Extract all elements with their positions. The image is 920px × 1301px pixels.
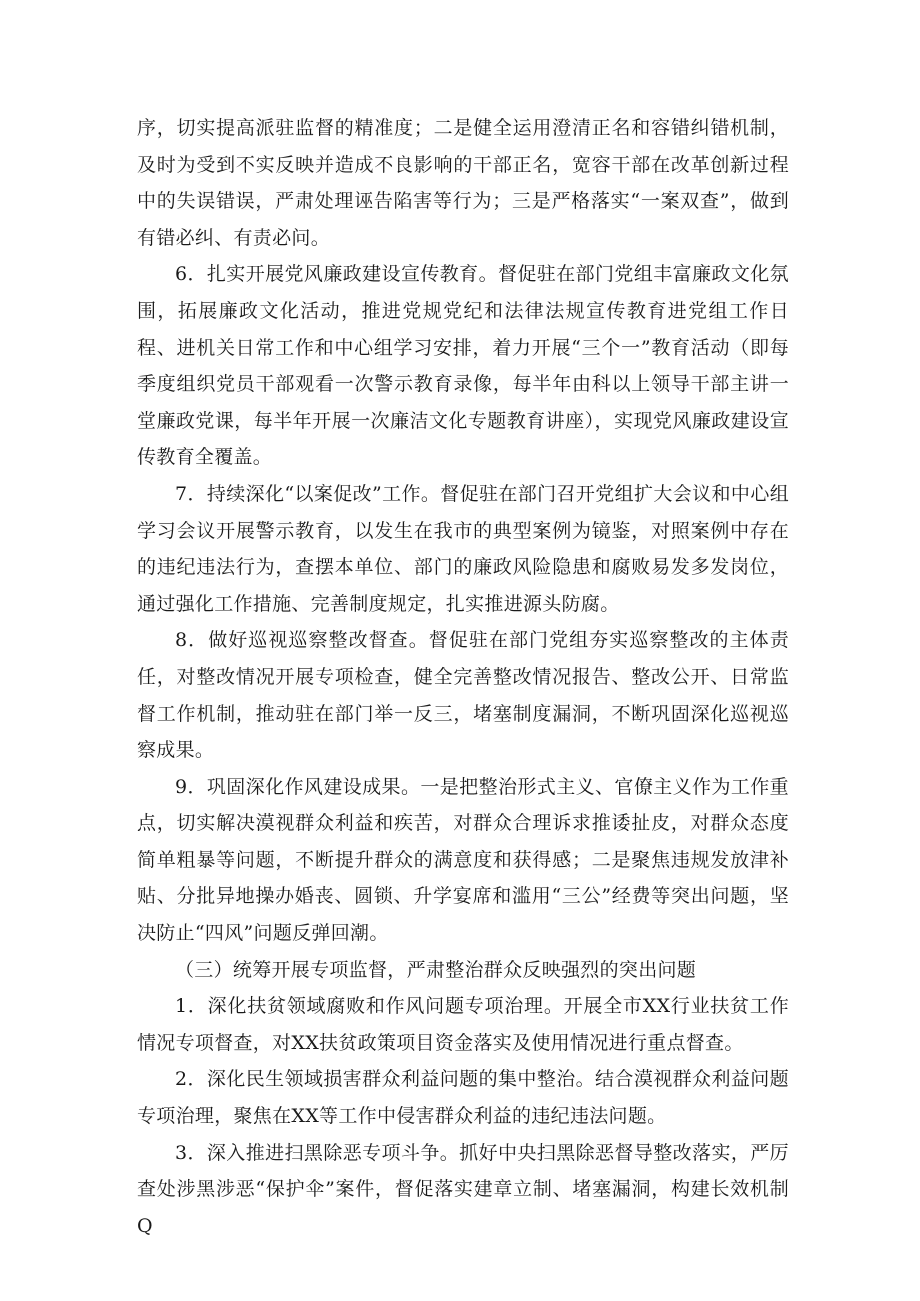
paragraph-subitem-3: 3．深入推进扫黑除恶专项斗争。抓好中央扫黑除恶督导整改落实，严厉查处涉黑涉恶“保护伞”案件，督促落实建章立制、堵塞漏洞，构建长效机制Q (137, 1141, 789, 1237)
paragraph-item-7: 7．持续深化“以案促改”工作。督促驻在部门召开党组扩大会议和中心组学习会议开展警示教育，以发生在我市的典型案例为镜鉴，对照案例中存在的违纪违法行为，查摆本单位、部门的廉政风险隐患和腐败易发多发岗位，通过强化工作措施、完善制度规定，扎实推进源头防腐。 (137, 482, 789, 615)
paragraph-continuation: 序，切实提高派驻监督的精准度；二是健全运用澄清正名和容错纠错机制，及时为受到不实反映并造成不良影响的干部正名，宽容干部在改革创新过程中的失误错误，严肃处理诬告陷害等行为；三是严格落实“一案双查”，做到有错必纠、有责必问。 (137, 117, 789, 249)
section-heading-3: （三）统筹开展专项监督，严肃整治群众反映强烈的突出问题 (175, 958, 697, 981)
paragraph-item-8: 8．做好巡视巡察整改督查。督促驻在部门党组夯实巡察整改的主体责任，对整改情况开展专项检查，健全完善整改情况报告、整改公开、日常监督工作机制，推动驻在部门举一反三，堵塞制度漏洞，不断巩固深化巡视巡察成果。 (137, 629, 789, 762)
paragraph-item-6: 6．扎实开展党风廉政建设宣传教育。督促驻在部门党组丰富廉政文化氛围，拓展廉政文化活动，推进党规党纪和法律法规宣传教育进党组工作日程、进机关日常工作和中心组学习安排，着力开展“三个一”教育活动（即每季度组织党员干部观看一次警示教育录像，每半年由科以上领导干部主讲一堂廉政党课，每半年开展一次廉洁文化专题教育讲座），实现党风廉政建设宣传教育全覆盖。 (137, 263, 789, 469)
paragraph-subitem-1: 1．深化扶贫领域腐败和作风问题专项治理。开展全市XX行业扶贫工作情况专项督查，对XX扶贫政策项目资金落实及使用情况进行重点督查。 (137, 995, 789, 1054)
document-body (137, 110, 789, 1244)
paragraph-subitem-2: 2．深化民生领域损害群众利益问题的集中整治。结合漠视群众利益问题专项治理，聚焦在XX等工作中侵害群众利益的违纪违法问题。 (137, 1068, 789, 1128)
paragraph-item-9: 9．巩固深化作风建设成果。一是把整治形式主义、官僚主义作为工作重点，切实解决漠视群众利益和疾苦，对群众合理诉求推诿扯皮，对群众态度简单粗暴等问题，不断提升群众的满意度和获得感；二是聚焦违规发放津补贴、分批异地操办婚丧、圆锁、升学宴席和滥用“三公”经费等突出问题，坚决防止“四风”问题反弹回潮。 (137, 775, 789, 945)
